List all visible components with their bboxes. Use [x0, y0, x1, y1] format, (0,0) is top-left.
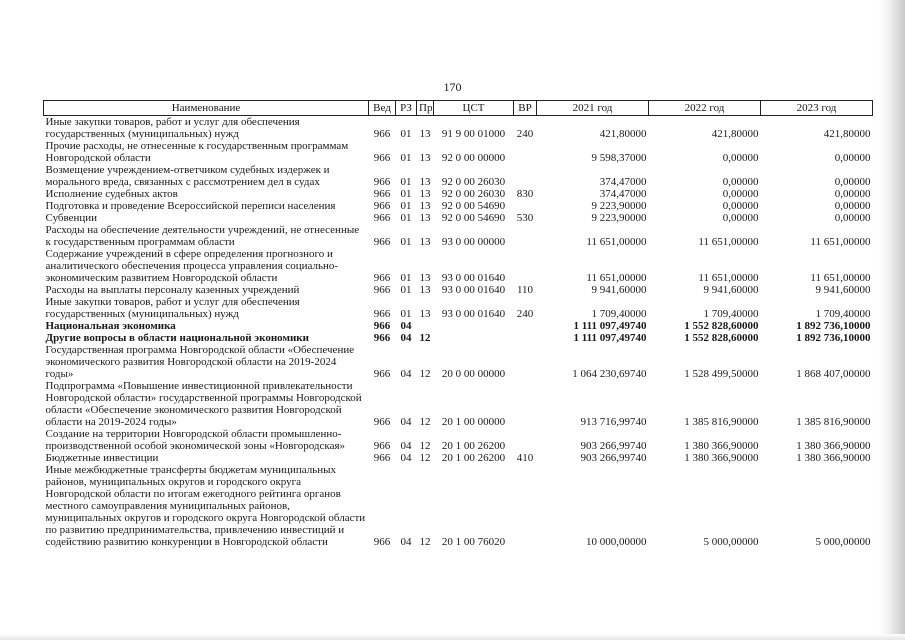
cell-2023: 0,00000	[834, 176, 871, 188]
cell-name: Возмещение учреждением-ответчиком судебных издержек и морального вреда, связанных с рассмотрением дел в судах	[45, 164, 330, 188]
cell-name: Другие вопросы в области национальной экономики	[45, 332, 309, 344]
cell-cst: 93 0 00 01640	[441, 284, 506, 296]
header-pr: Пр	[417, 101, 434, 116]
table-row	[44, 428, 873, 452]
cell-2021: 903 266,99740	[580, 452, 647, 464]
cell-2022: 0,00000	[722, 176, 759, 188]
cell-2022: 0,00000	[722, 152, 759, 164]
table-row	[44, 344, 873, 380]
cell-2022: 11 651,00000	[698, 272, 759, 284]
cell-ved: 966	[373, 416, 391, 428]
cell-name: Иные межбюджетные трансферты бюджетам муниципальных районов, муниципальных округов и городского округа Новгородской области по итогам ежегодного рейтинга органов местного самоуправления муниципальных районов, муниципальных округов и городского округа Новгородской области по развитию предпринимательства, привлечению инвестиций и содействию развитию конкуренции в Новгородской области	[45, 464, 366, 548]
table-row	[44, 296, 873, 320]
cell-name: Создание на территории Новгородской области промышленно-производственной особой экономической зоны «Новгородская»	[45, 428, 346, 452]
cell-name: Иные закупки товаров, работ и услуг для обеспечения государственных (муниципальных) нужд	[45, 296, 300, 320]
cell-ved: 966	[373, 284, 391, 296]
cell-2022: 1 385 816,90000	[684, 416, 759, 428]
table-row	[44, 116, 873, 141]
cell-vr: 240	[516, 308, 534, 320]
cell-rz: 01	[400, 128, 412, 140]
header-2022: 2022 год	[649, 101, 761, 116]
cell-2021: 11 651,00000	[586, 236, 647, 248]
cell-ved: 966	[373, 200, 391, 212]
table-row	[44, 140, 873, 164]
cell-pr: 13	[419, 128, 431, 140]
header-rz: РЗ	[396, 101, 417, 116]
cell-cst: 20 1 00 76020	[441, 536, 506, 548]
cell-pr: 13	[419, 284, 431, 296]
cell-2021: 1 111 097,49740	[573, 332, 647, 344]
cell-vr: 410	[516, 452, 534, 464]
cell-name: Расходы на обеспечение деятельности учреждений, не отнесенные к государственным программам области	[45, 224, 360, 248]
cell-name: Иные закупки товаров, работ и услуг для обеспечения государственных (муниципальных) нужд	[45, 116, 300, 140]
cell-2021: 1 709,40000	[591, 308, 647, 320]
cell-2023: 1 709,40000	[815, 308, 871, 320]
cell-name: Государственная программа Новгородской области «Обеспечение экономического развития Новгородской области на 2019-2024 годы»	[45, 344, 355, 380]
cell-name: Содержание учреждений в сфере определения прогнозного и аналитического обеспечения процесса управления социально-экономическим развитием Новгородской области	[45, 248, 339, 284]
cell-pr: 13	[419, 152, 431, 164]
table-row	[44, 320, 873, 332]
cell-pr: 13	[419, 236, 431, 248]
cell-vr	[514, 320, 537, 332]
cell-pr: 12	[419, 332, 431, 344]
table-row	[44, 452, 873, 464]
cell-2021: 1 064 230,69740	[572, 368, 647, 380]
cell-2023: 1 385 816,90000	[796, 416, 871, 428]
cell-cst: 20 0 00 00000	[441, 368, 506, 380]
cell-2023: 1 892 736,10000	[796, 320, 871, 332]
cell-vr: 240	[516, 128, 534, 140]
cell-name: Подготовка и проведение Всероссийской переписи населения	[45, 200, 336, 212]
table-row	[44, 188, 873, 200]
cell-2022: 5 000,00000	[703, 536, 759, 548]
cell-vr	[514, 248, 537, 284]
cell-ved: 966	[373, 152, 391, 164]
page-bottom-edge	[0, 634, 905, 640]
table-row	[44, 164, 873, 188]
cell-pr: 13	[419, 188, 431, 200]
cell-2022: 1 552 828,60000	[684, 332, 759, 344]
cell-cst: 92 0 00 26030	[441, 188, 506, 200]
table-row	[44, 284, 873, 296]
cell-2023: 1 868 407,00000	[796, 368, 871, 380]
table-row	[44, 212, 873, 224]
cell-2023: 1 380 366,90000	[796, 440, 871, 452]
cell-name: Исполнение судебных актов	[45, 188, 178, 200]
cell-2022: 1 552 828,60000	[684, 320, 759, 332]
cell-vr	[514, 224, 537, 248]
cell-name: Национальная экономика	[45, 320, 176, 332]
cell-vr: 530	[516, 212, 534, 224]
cell-rz: 01	[400, 284, 412, 296]
cell-ved: 966	[373, 320, 391, 332]
cell-rz: 04	[400, 368, 412, 380]
cell-2023: 421,80000	[823, 128, 871, 140]
cell-cst: 93 0 00 01640	[441, 272, 506, 284]
cell-rz: 01	[400, 176, 412, 188]
table-row	[44, 464, 873, 548]
cell-rz: 04	[400, 320, 412, 332]
cell-name: Подпрограмма «Повышение инвестиционной привлекательности Новгородской области» государственной программы Новгородской области «Обеспечение экономического развития Новгородской области на 2019-2024 годы»	[45, 380, 362, 428]
cell-pr	[417, 320, 434, 332]
cell-2021: 374,47000	[599, 188, 647, 200]
cell-pr: 12	[419, 416, 431, 428]
header-name: Наименование	[44, 101, 369, 116]
cell-cst: 20 1 00 26200	[441, 440, 506, 452]
header-2023: 2023 год	[761, 101, 873, 116]
cell-vr: 830	[516, 188, 534, 200]
cell-name: Субвенции	[45, 212, 98, 224]
page-binding-edge	[879, 0, 905, 640]
cell-vr	[514, 344, 537, 380]
cell-2021: 1 111 097,49740	[573, 320, 647, 332]
cell-vr: 110	[516, 284, 534, 296]
cell-pr: 12	[419, 368, 431, 380]
cell-rz: 01	[400, 152, 412, 164]
cell-name: Бюджетные инвестиции	[45, 452, 159, 464]
cell-vr	[514, 200, 537, 212]
cell-rz: 04	[400, 332, 412, 344]
table-row	[44, 248, 873, 284]
cell-cst: 92 0 00 00000	[441, 152, 506, 164]
cell-ved: 966	[373, 536, 391, 548]
cell-cst	[434, 332, 514, 344]
cell-pr: 13	[419, 308, 431, 320]
cell-ved: 966	[373, 272, 391, 284]
cell-2023: 9 941,60000	[815, 284, 871, 296]
cell-ved: 966	[373, 452, 391, 464]
cell-pr: 12	[419, 440, 431, 452]
cell-2021: 421,80000	[599, 128, 647, 140]
cell-rz: 01	[400, 272, 412, 284]
cell-2022: 0,00000	[722, 200, 759, 212]
cell-name: Расходы на выплаты персоналу казенных учреждений	[45, 284, 300, 296]
cell-ved: 966	[373, 332, 391, 344]
table-row	[44, 380, 873, 428]
cell-cst: 20 1 00 00000	[441, 416, 506, 428]
cell-pr: 13	[419, 200, 431, 212]
header-vr: ВР	[514, 101, 537, 116]
cell-pr: 12	[419, 452, 431, 464]
cell-2022: 11 651,00000	[698, 236, 759, 248]
cell-vr	[514, 428, 537, 452]
cell-pr: 13	[419, 272, 431, 284]
cell-2021: 374,47000	[599, 176, 647, 188]
cell-vr	[514, 140, 537, 164]
page-number: 170	[443, 80, 462, 94]
cell-2021: 10 000,00000	[586, 536, 647, 548]
cell-ved: 966	[373, 188, 391, 200]
cell-2023: 1 892 736,10000	[796, 332, 871, 344]
cell-rz: 04	[400, 536, 412, 548]
cell-rz: 04	[400, 416, 412, 428]
cell-vr	[514, 164, 537, 188]
cell-ved: 966	[373, 128, 391, 140]
cell-2021: 913 716,99740	[580, 416, 647, 428]
cell-2022: 9 941,60000	[703, 284, 759, 296]
cell-cst: 92 0 00 54690	[441, 200, 506, 212]
cell-cst: 92 0 00 54690	[441, 212, 506, 224]
cell-pr: 12	[419, 536, 431, 548]
cell-2021: 9 941,60000	[591, 284, 647, 296]
cell-2021: 11 651,00000	[586, 272, 647, 284]
cell-name: Прочие расходы, не отнесенные к государственным программам Новгородской области	[45, 140, 349, 164]
cell-cst: 91 9 00 01000	[441, 128, 506, 140]
cell-cst: 93 0 00 01640	[441, 308, 506, 320]
cell-cst: 20 1 00 26200	[441, 452, 506, 464]
cell-2022: 1 709,40000	[703, 308, 759, 320]
cell-2023: 11 651,00000	[810, 236, 871, 248]
cell-2021: 903 266,99740	[580, 440, 647, 452]
cell-2023: 0,00000	[834, 200, 871, 212]
cell-pr: 13	[419, 176, 431, 188]
cell-vr	[514, 380, 537, 428]
cell-ved: 966	[373, 440, 391, 452]
cell-rz: 01	[400, 188, 412, 200]
cell-rz: 01	[400, 200, 412, 212]
cell-2023: 11 651,00000	[810, 272, 871, 284]
cell-rz: 01	[400, 212, 412, 224]
table-row	[44, 332, 873, 344]
table-row	[44, 200, 873, 212]
cell-2022: 1 528 499,50000	[684, 368, 759, 380]
cell-cst: 93 0 00 00000	[441, 236, 506, 248]
cell-2023: 0,00000	[834, 152, 871, 164]
header-cst: ЦСТ	[434, 101, 514, 116]
header-2021: 2021 год	[537, 101, 649, 116]
cell-2023: 0,00000	[834, 212, 871, 224]
table-row	[44, 224, 873, 248]
table-body	[44, 116, 873, 549]
cell-rz: 04	[400, 440, 412, 452]
cell-2023: 5 000,00000	[815, 536, 871, 548]
cell-2023: 1 380 366,90000	[796, 452, 871, 464]
cell-rz: 01	[400, 236, 412, 248]
cell-cst	[434, 320, 514, 332]
cell-vr	[514, 332, 537, 344]
cell-2021: 9 223,90000	[591, 212, 647, 224]
cell-2022: 1 380 366,90000	[684, 452, 759, 464]
cell-ved: 966	[373, 368, 391, 380]
cell-2022: 1 380 366,90000	[684, 440, 759, 452]
cell-rz: 01	[400, 308, 412, 320]
cell-rz: 04	[400, 452, 412, 464]
cell-ved: 966	[373, 212, 391, 224]
cell-2023: 0,00000	[834, 188, 871, 200]
cell-ved: 966	[373, 308, 391, 320]
budget-table	[43, 100, 873, 548]
cell-cst: 92 0 00 26030	[441, 176, 506, 188]
cell-ved: 966	[373, 176, 391, 188]
table-header-row	[44, 101, 873, 116]
cell-2022: 0,00000	[722, 188, 759, 200]
cell-vr	[514, 464, 537, 548]
cell-2022: 0,00000	[722, 212, 759, 224]
cell-2021: 9 598,37000	[591, 152, 647, 164]
cell-2021: 9 223,90000	[591, 200, 647, 212]
cell-ved: 966	[373, 236, 391, 248]
cell-pr: 13	[419, 212, 431, 224]
cell-2022: 421,80000	[711, 128, 759, 140]
header-ved: Вед	[369, 101, 396, 116]
